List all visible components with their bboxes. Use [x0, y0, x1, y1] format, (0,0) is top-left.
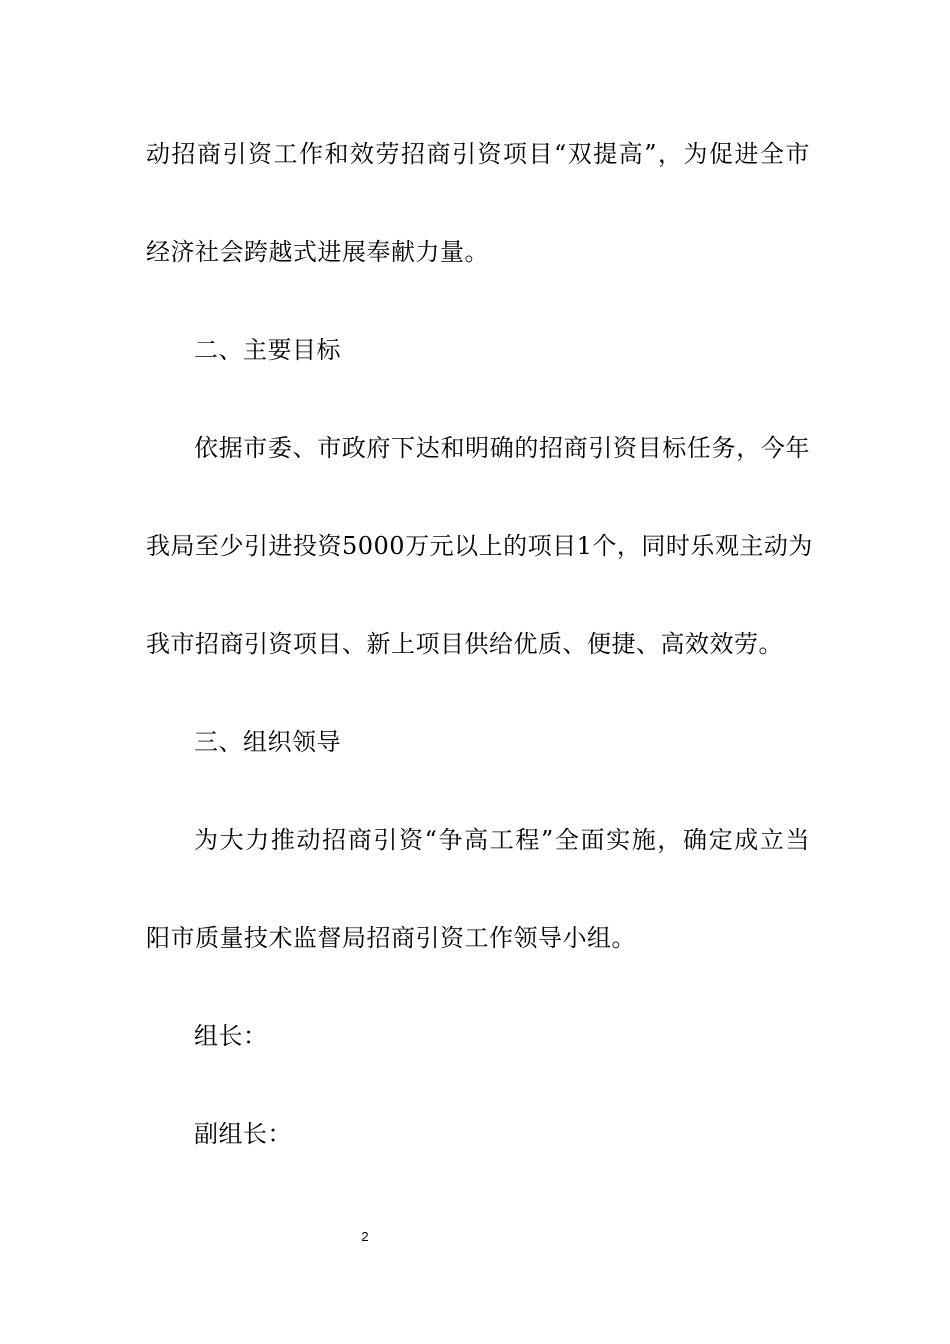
paragraph-line-3: 依据市委、市政府下达和明确的招商引资目标任务，今年	[194, 434, 810, 462]
paragraph-line-6: 为大力推动招商引资“争高工程”全面实施，确定成立当	[194, 826, 810, 854]
paragraph-line-1: 动招商引资工作和效劳招商引资项目“双提高”，为促进全市	[146, 140, 810, 168]
paragraph-line-5: 我市招商引资项目、新上项目供给优质、便捷、高效效劳。	[146, 630, 783, 658]
deputy-group-leader-label: 副组长：	[194, 1120, 292, 1148]
paragraph-line-2: 经济社会跨越式进展奉献力量。	[146, 238, 489, 266]
paragraph-line-7: 阳市质量技术监督局招商引资工作领导小组。	[146, 924, 636, 952]
paragraph-line-4: 我局至少引进投资5000万元以上的项目1个，同时乐观主动为	[146, 532, 813, 560]
section-heading-organization: 三、组织领导	[194, 728, 341, 756]
page-number: 2	[361, 1229, 369, 1244]
section-heading-main-goals: 二、主要目标	[194, 336, 341, 364]
group-leader-label: 组长：	[194, 1022, 268, 1050]
